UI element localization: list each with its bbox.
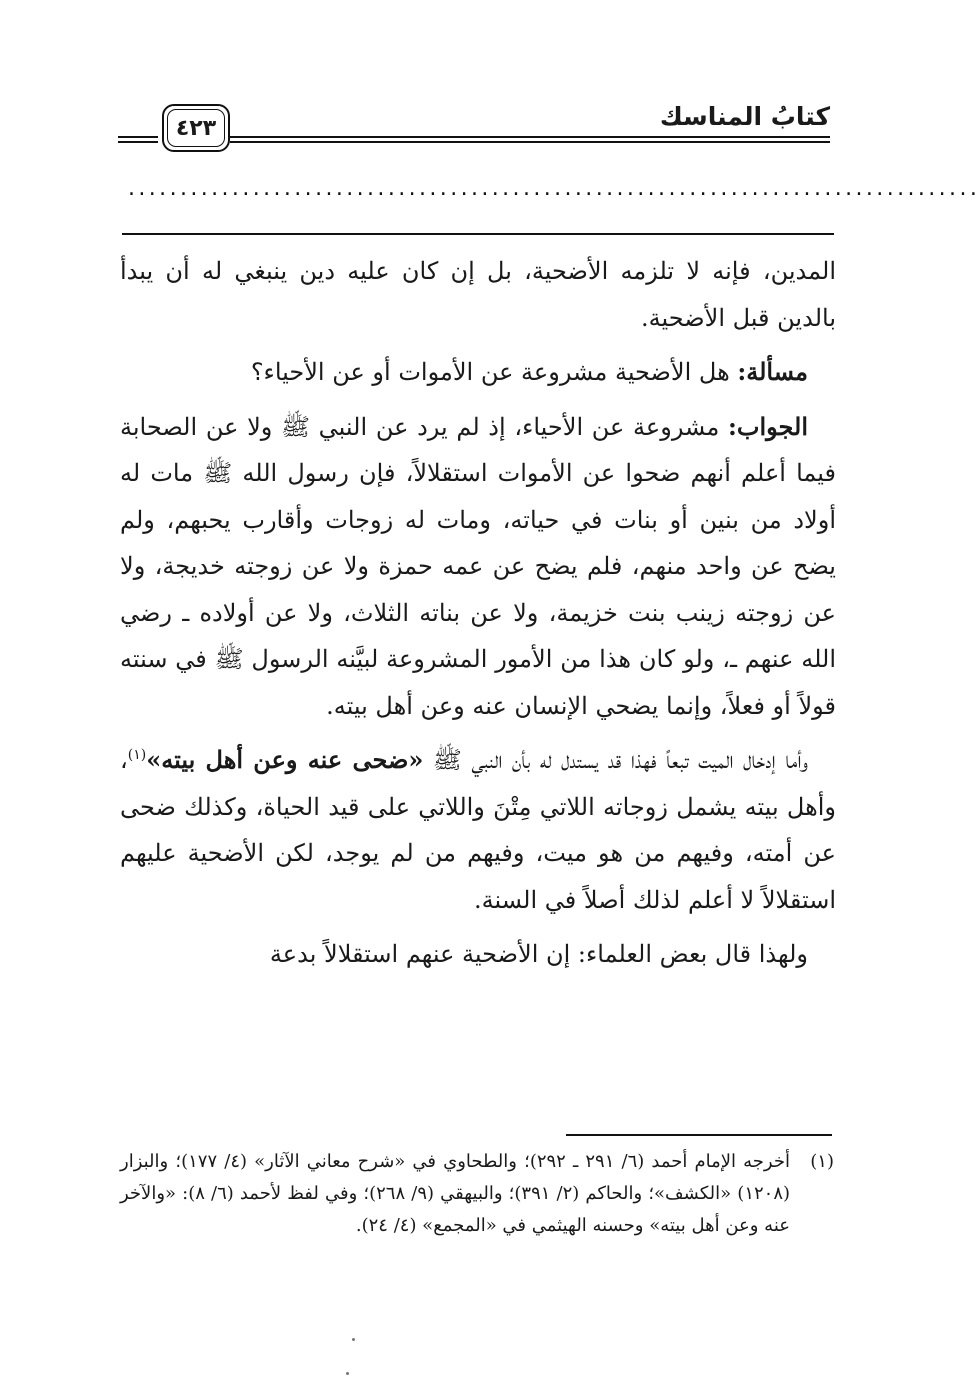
header-rule-right [230,136,830,143]
footnote-separator [566,1134,832,1136]
paragraph-text: المدين، فإنه لا تلزمه الأضحية، بل إن كان عليه دين ينبغي له أن يبدأ بالدين قبل الأضحية. [120,257,836,332]
paragraph-text: ، وأهل بيته يشمل زوجاته اللاتي مِتْنَ واللاتي على قيد الحياة، وكذلك ضحى عن أمته، وفيهم من هو ميت، وفيهم من لم يوجد، لكن الأضحية عليهم استقلالاً لا أعلم لذلك أصلاً في السنة. [120,746,836,914]
paragraph-text: ولهذا قال بعض العلماء: إن الأضحية عنهم استقلالاً بدعة [269,940,808,968]
scan-speck [352,1338,355,1341]
scan-speck [346,1372,349,1375]
paragraph-continuation [120,248,836,341]
footnote-text: أخرجه الإمام أحمد (٦/ ٢٩١ ـ ٢٩٢)؛ والطحاوي في «شرح معاني الآثار» (٤/ ١٧٧)؛ والبزار (١٢٠٨) «الكشف»؛ والحاكم (٢/ ٣٩١)؛ والبيهقي (٩/ ٢٦٨)؛ وفي لفظ لأحمد (٦/ ٨): «والآخر عنه وعن أهل بيته» وحسنه الهيثمي في «المجمع» (٤/ ٢٤). [120,1151,791,1236]
footnotes [120,1146,834,1242]
running-header [118,98,830,158]
paragraph-dependent [120,737,836,923]
book-title: كتابُ المناسك [659,102,830,131]
paragraph-scholars [120,931,836,978]
header-rule-left [118,136,158,143]
paragraph-text: وأما إدخال الميت تبعاً فهذا قد يستدل له بأن النبي ﷺ [423,746,808,774]
footnote-reference[interactable]: (١) [127,747,147,763]
page-number: ٤٢٣ [175,115,217,141]
footnote-number: (١) [810,1151,834,1172]
answer-label: الجواب: [728,411,808,441]
question-text: هل الأضحية مشروعة عن الأموات أو عن الأحياء؟ [250,358,738,386]
answer-text: مشروعة عن الأحياء، إذ لم يرد عن النبي ﷺ ولا عن الصحابة فيما أعلم أنهم ضحوا عن الأموات استقلالاً، فإن رسول الله ﷺ مات له أولاد من بنين أو بنات في حياته، ومات له زوجات وأقارب يحبهم، ولم يضح عن واحد منهم، فلم يضح عن عمه حمزة ولا عن زوجته خديجة، ولا عن زوجته زينب بنت خزيمة، ولا عن بناته الثلاث، ولا عن أولاده ـ رضي الله عنهم ـ، ولو كان هذا من الأمور المشروعة لبيَّنه الرسول ﷺ في سنته قولاً أو فعلاً، وإنما يضحي الإنسان عنه وعن أهل بيته. [120,412,836,720]
paragraph-answer [120,404,836,730]
ellipsis-line: .................................................................................. [128,176,980,201]
text-top-rule [122,233,834,235]
hadith-quote: «ضحى عنه وعن أهل بيته» [146,745,424,774]
footnote [120,1146,834,1242]
body-text [120,248,836,986]
paragraph-question [120,349,836,396]
page-number-frame [162,104,230,152]
question-label: مسألة: [737,357,808,386]
